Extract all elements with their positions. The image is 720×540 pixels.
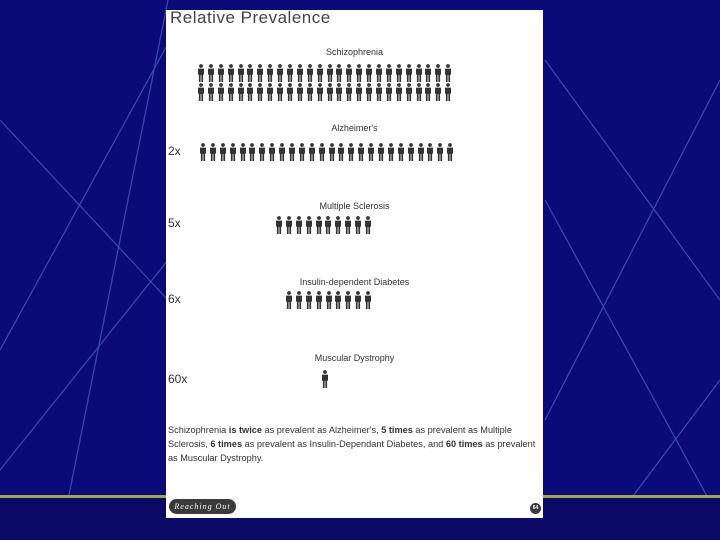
- person-icon: [316, 83, 324, 101]
- page-title: Relative Prevalence: [170, 10, 331, 27]
- person-icon: [364, 291, 372, 309]
- person-icon: [321, 370, 329, 388]
- person-icon: [446, 143, 454, 161]
- person-icon: [237, 83, 245, 101]
- person-icon: [397, 143, 405, 161]
- person-icon: [288, 143, 296, 161]
- person-icon: [256, 64, 264, 82]
- condition-label-alzheimers: Alzheimer's: [331, 123, 378, 133]
- person-icon: [275, 216, 283, 234]
- person-icon: [306, 83, 314, 101]
- person-icon: [295, 291, 303, 309]
- person-icon: [276, 83, 284, 101]
- multiplier-diabetes: 6x: [168, 292, 181, 306]
- person-icon: [335, 64, 343, 82]
- person-icon: [237, 64, 245, 82]
- person-icon: [344, 291, 352, 309]
- person-icon: [246, 83, 254, 101]
- person-icon: [335, 83, 343, 101]
- person-icon: [227, 64, 235, 82]
- person-icon: [367, 143, 375, 161]
- person-icon: [444, 83, 452, 101]
- condition-label-muscular-dystrophy: Muscular Dystrophy: [314, 353, 395, 363]
- person-icon: [209, 143, 217, 161]
- person-icon: [436, 143, 444, 161]
- person-icon: [364, 216, 372, 234]
- person-icon: [417, 143, 425, 161]
- slide-page: [166, 10, 543, 518]
- condition-label-schizophrenia: Schizophrenia: [325, 47, 384, 57]
- person-icon: [266, 64, 274, 82]
- person-icon: [385, 64, 393, 82]
- person-icon: [306, 64, 314, 82]
- person-icon: [354, 216, 362, 234]
- person-icon: [365, 64, 373, 82]
- icon-row-schizophrenia-1: [197, 64, 452, 82]
- person-icon: [434, 83, 442, 101]
- person-icon: [308, 143, 316, 161]
- person-icon: [347, 143, 355, 161]
- person-icon: [324, 216, 332, 234]
- person-icon: [315, 216, 323, 234]
- person-icon: [197, 83, 205, 101]
- person-icon: [434, 64, 442, 82]
- person-icon: [266, 83, 274, 101]
- person-icon: [325, 291, 333, 309]
- person-icon: [285, 216, 293, 234]
- person-icon: [377, 143, 385, 161]
- person-icon: [385, 83, 393, 101]
- multiplier-multiple-sclerosis: 5x: [168, 216, 181, 230]
- person-icon: [375, 64, 383, 82]
- person-icon: [318, 143, 326, 161]
- person-icon: [298, 143, 306, 161]
- person-icon: [217, 64, 225, 82]
- person-icon: [355, 83, 363, 101]
- person-icon: [357, 143, 365, 161]
- person-icon: [305, 291, 313, 309]
- person-icon: [375, 83, 383, 101]
- person-icon: [229, 143, 237, 161]
- person-icon: [444, 64, 452, 82]
- person-icon: [286, 83, 294, 101]
- icon-row-alzheimers: [199, 143, 454, 161]
- person-icon: [276, 64, 284, 82]
- person-icon: [268, 143, 276, 161]
- person-icon: [345, 83, 353, 101]
- person-icon: [328, 143, 336, 161]
- person-icon: [227, 83, 235, 101]
- person-icon: [344, 216, 352, 234]
- person-icon: [354, 291, 362, 309]
- person-icon: [387, 143, 395, 161]
- person-icon: [219, 143, 227, 161]
- person-icon: [405, 64, 413, 82]
- multiplier-muscular-dystrophy: 60x: [168, 372, 188, 386]
- person-icon: [326, 64, 334, 82]
- person-icon: [278, 143, 286, 161]
- icon-row-muscular-dystrophy: [321, 370, 329, 388]
- page-number: 64: [530, 503, 541, 514]
- condition-label-multiple-sclerosis: Multiple Sclerosis: [319, 201, 390, 211]
- person-icon: [248, 143, 256, 161]
- person-icon: [305, 216, 313, 234]
- person-icon: [405, 83, 413, 101]
- person-icon: [296, 64, 304, 82]
- person-icon: [345, 64, 353, 82]
- icon-row-diabetes: [285, 291, 372, 309]
- person-icon: [295, 216, 303, 234]
- person-icon: [296, 83, 304, 101]
- person-icon: [316, 64, 324, 82]
- person-icon: [334, 216, 342, 234]
- person-icon: [355, 64, 363, 82]
- person-icon: [285, 291, 293, 309]
- person-icon: [258, 143, 266, 161]
- person-icon: [424, 64, 432, 82]
- person-icon: [337, 143, 345, 161]
- person-icon: [415, 64, 423, 82]
- footer-label: Reaching Out: [169, 499, 236, 514]
- person-icon: [326, 83, 334, 101]
- person-icon: [286, 64, 294, 82]
- person-icon: [426, 143, 434, 161]
- person-icon: [415, 83, 423, 101]
- person-icon: [197, 64, 205, 82]
- person-icon: [315, 291, 323, 309]
- condition-label-diabetes: Insulin-dependent Diabetes: [299, 277, 410, 287]
- person-icon: [395, 64, 403, 82]
- person-icon: [246, 64, 254, 82]
- person-icon: [207, 64, 215, 82]
- person-icon: [365, 83, 373, 101]
- person-icon: [239, 143, 247, 161]
- icon-row-multiple-sclerosis: [275, 216, 372, 234]
- person-icon: [199, 143, 207, 161]
- person-icon: [395, 83, 403, 101]
- person-icon: [407, 143, 415, 161]
- multiplier-alzheimers: 2x: [168, 144, 181, 158]
- summary-text: Schizophrenia is twice as prevalent as Alzheimer's, 5 times as prevalent as Multiple Sclerosis, 6 times as prevalent as Insulin-Dependant Diabetes, and 60 times as prevalent as Muscular Dystrophy.: [168, 425, 536, 463]
- person-icon: [256, 83, 264, 101]
- person-icon: [207, 83, 215, 101]
- person-icon: [334, 291, 342, 309]
- person-icon: [217, 83, 225, 101]
- person-icon: [424, 83, 432, 101]
- icon-row-schizophrenia-2: [197, 83, 452, 101]
